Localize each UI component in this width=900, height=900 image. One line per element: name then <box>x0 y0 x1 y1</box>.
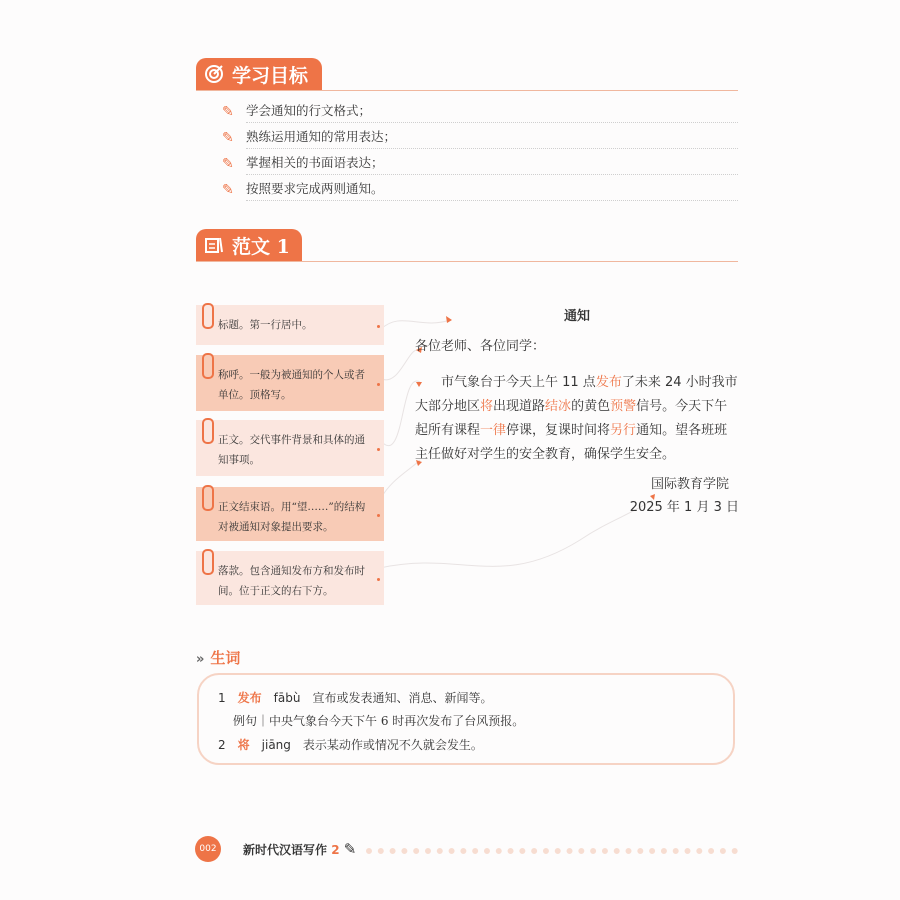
notice-title: 通知 <box>563 309 590 324</box>
double-chevron-icon: » <box>196 652 205 667</box>
annotation-body: 正文。交代事件背景和具体的通知事项。 <box>196 420 384 476</box>
annotation-signature: 落款。包含通知发布方和发布时间。位于正文的右下方。 <box>196 551 384 605</box>
target-icon <box>204 64 224 84</box>
divider <box>196 90 738 91</box>
sample-title: 范文 1 <box>232 235 290 258</box>
notice-signature: 国际教育学院 <box>650 477 729 492</box>
annotation-title: 标题。第一行居中。 <box>196 305 384 345</box>
paperclip-icon <box>202 485 214 511</box>
annotation-salutation: 称呼。一般为被通知的个人或者单位。顶格写。 <box>196 355 384 411</box>
highlighted-term: 结冰 <box>545 399 572 414</box>
highlighted-term: 将 <box>480 399 494 414</box>
goal-item: ✎ 按照要求完成两则通知。 <box>222 178 738 202</box>
goal-item: ✎ 熟练运用通知的常用表达； <box>222 126 738 150</box>
paperclip-icon <box>202 303 214 329</box>
notice-body <box>415 371 739 467</box>
notice-date: 2025 年 1 月 3 日 <box>629 500 739 515</box>
paperclip-icon <box>202 418 214 444</box>
body-text: 停课，复课时间将 <box>506 423 611 438</box>
highlighted-term: 一律 <box>480 423 507 438</box>
annotation-closing: 正文结束语。用“望……”的结构对被通知对象提出要求。 <box>196 487 384 541</box>
goals-section-header <box>196 58 322 90</box>
paperclip-icon <box>202 353 214 379</box>
vocab-entry: 2 将 jiāng 表示某动作或情况不久就会发生。 <box>218 738 483 752</box>
document-icon <box>204 235 224 255</box>
highlighted-term: 预警 <box>610 399 637 414</box>
body-text: 信号。今天下午起所有课程 <box>415 399 728 438</box>
vocab-header: » 生词 <box>196 649 241 667</box>
page-number: 002 <box>195 836 221 862</box>
highlighted-term: 另行 <box>610 423 637 438</box>
pencil-icon: ✎ <box>222 130 234 146</box>
pencil-icon: ✎ <box>222 156 234 172</box>
body-text: 市气象台于今天上午 11 点 <box>441 375 596 390</box>
vocab-example: 例句｜中央气象台今天下午 6 时再次发布了台风预报。 <box>233 714 525 728</box>
vocab-entry: 1 发布 fābù 宣布或发表通知、消息、新闻等。 <box>218 691 493 705</box>
pencil-icon: ✎ <box>222 104 234 120</box>
edit-icon: ✎ <box>343 840 357 858</box>
paperclip-icon <box>202 549 214 575</box>
book-title: 新时代汉语写作 2 ✎ <box>243 840 357 858</box>
sample-section-header <box>196 229 302 261</box>
highlighted-term: 发布 <box>595 375 622 390</box>
goal-item: ✎ 学会通知的行文格式； <box>222 100 738 124</box>
pencil-icon: ✎ <box>222 182 234 198</box>
notice-salutation: 各位老师、各位同学： <box>415 339 546 354</box>
goal-item: ✎ 掌握相关的书面语表达； <box>222 152 738 176</box>
divider <box>196 261 738 262</box>
body-text: 了未来 24 小时我市大部分地区 <box>415 375 738 414</box>
body-text: 通知。望各班班主任做好对学生的安全教育，确保学生安全。 <box>415 423 728 462</box>
body-text: 出现道路 <box>493 399 546 414</box>
footer-decoration <box>366 848 738 854</box>
body-text: 的黄色 <box>571 399 611 414</box>
goals-title: 学习目标 <box>232 64 309 87</box>
